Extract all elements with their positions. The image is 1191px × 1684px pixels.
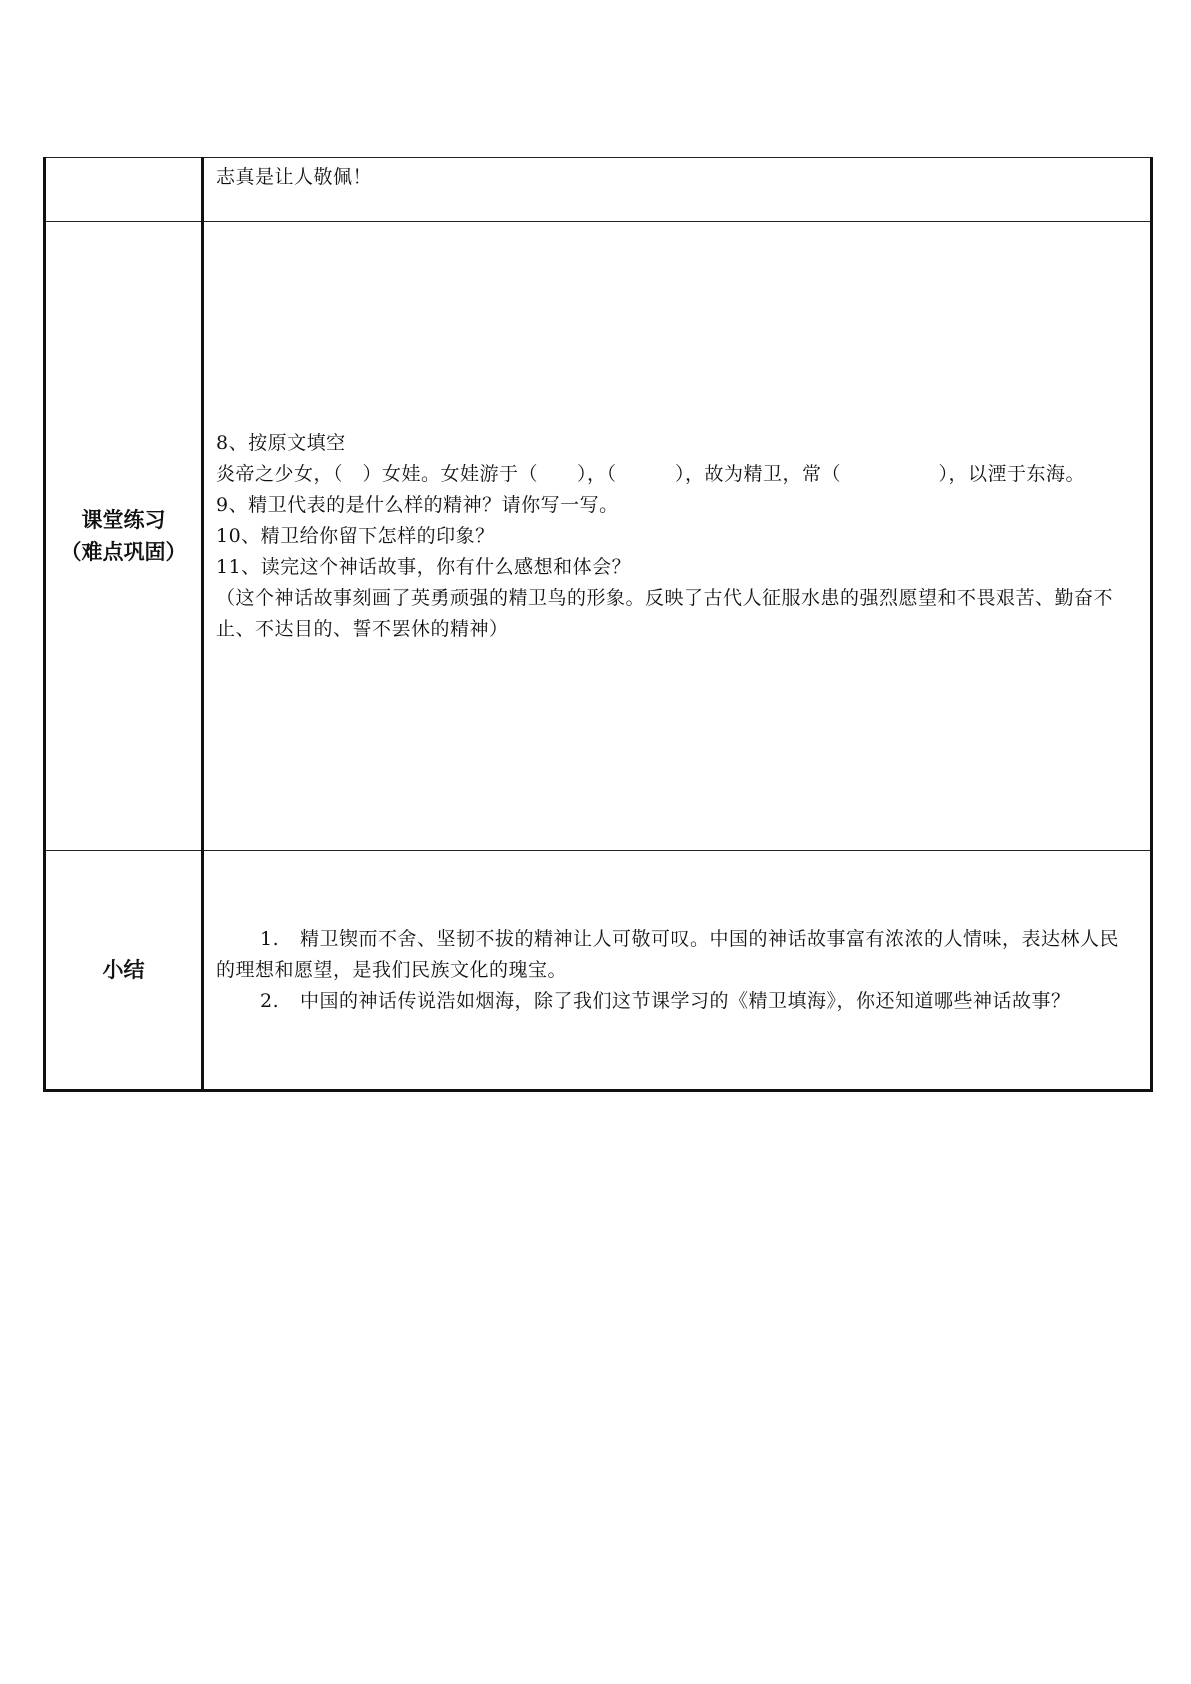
question-11: 11、读完这个神话故事，你有什么感想和体会？ <box>216 555 632 578</box>
label-line: 课堂练习 <box>81 508 166 532</box>
row-content-practice <box>203 222 1152 851</box>
row-label-practice <box>45 222 203 851</box>
question-10: 10、精卫给你留下怎样的印象？ <box>216 524 495 547</box>
summary-item <box>216 924 1138 986</box>
lesson-plan-table <box>43 157 1153 1092</box>
summary-item-number: 1. <box>260 927 280 950</box>
row-label-empty <box>45 158 203 222</box>
content-line: 志真是让人敬佩！ <box>216 166 373 188</box>
table-row <box>45 158 1152 222</box>
summary-item-text: 精卫锲而不舍、坚韧不拔的精神让人可敬可叹。中国的神话故事富有浓浓的人情味，表达林人民的理想和愿望，是我们民族文化的瑰宝。 <box>216 927 1120 981</box>
table-row <box>45 851 1152 1091</box>
summary-item <box>216 986 1138 1017</box>
table-row <box>45 222 1152 851</box>
row-label-summary <box>45 851 203 1091</box>
label-line: （难点巩固） <box>60 540 187 564</box>
row-content-continuation <box>203 158 1152 222</box>
question-8-title: 8、按原文填空 <box>216 431 346 454</box>
question-9: 9、精卫代表的是什么样的精神？请你写一写。 <box>216 493 619 516</box>
summary-item-number: 2. <box>260 989 280 1012</box>
row-content-summary <box>203 851 1152 1091</box>
label-line: 小结 <box>102 958 145 982</box>
summary-item-text: 中国的神话传说浩如烟海，除了我们这节课学习的《精卫填海》，你还知道哪些神话故事？ <box>300 989 1071 1012</box>
question-11-answer: （这个神话故事刻画了英勇顽强的精卫鸟的形象。反映了古代人征服水患的强烈愿望和不畏艰苦、勤奋不止、不达目的、誓不罢休的精神） <box>216 586 1114 640</box>
question-8-fill-blank: 炎帝之少女，（ ）女娃。女娃游于（ ），（ ），故为精卫，常（ ），以湮于东海。 <box>216 462 1086 485</box>
